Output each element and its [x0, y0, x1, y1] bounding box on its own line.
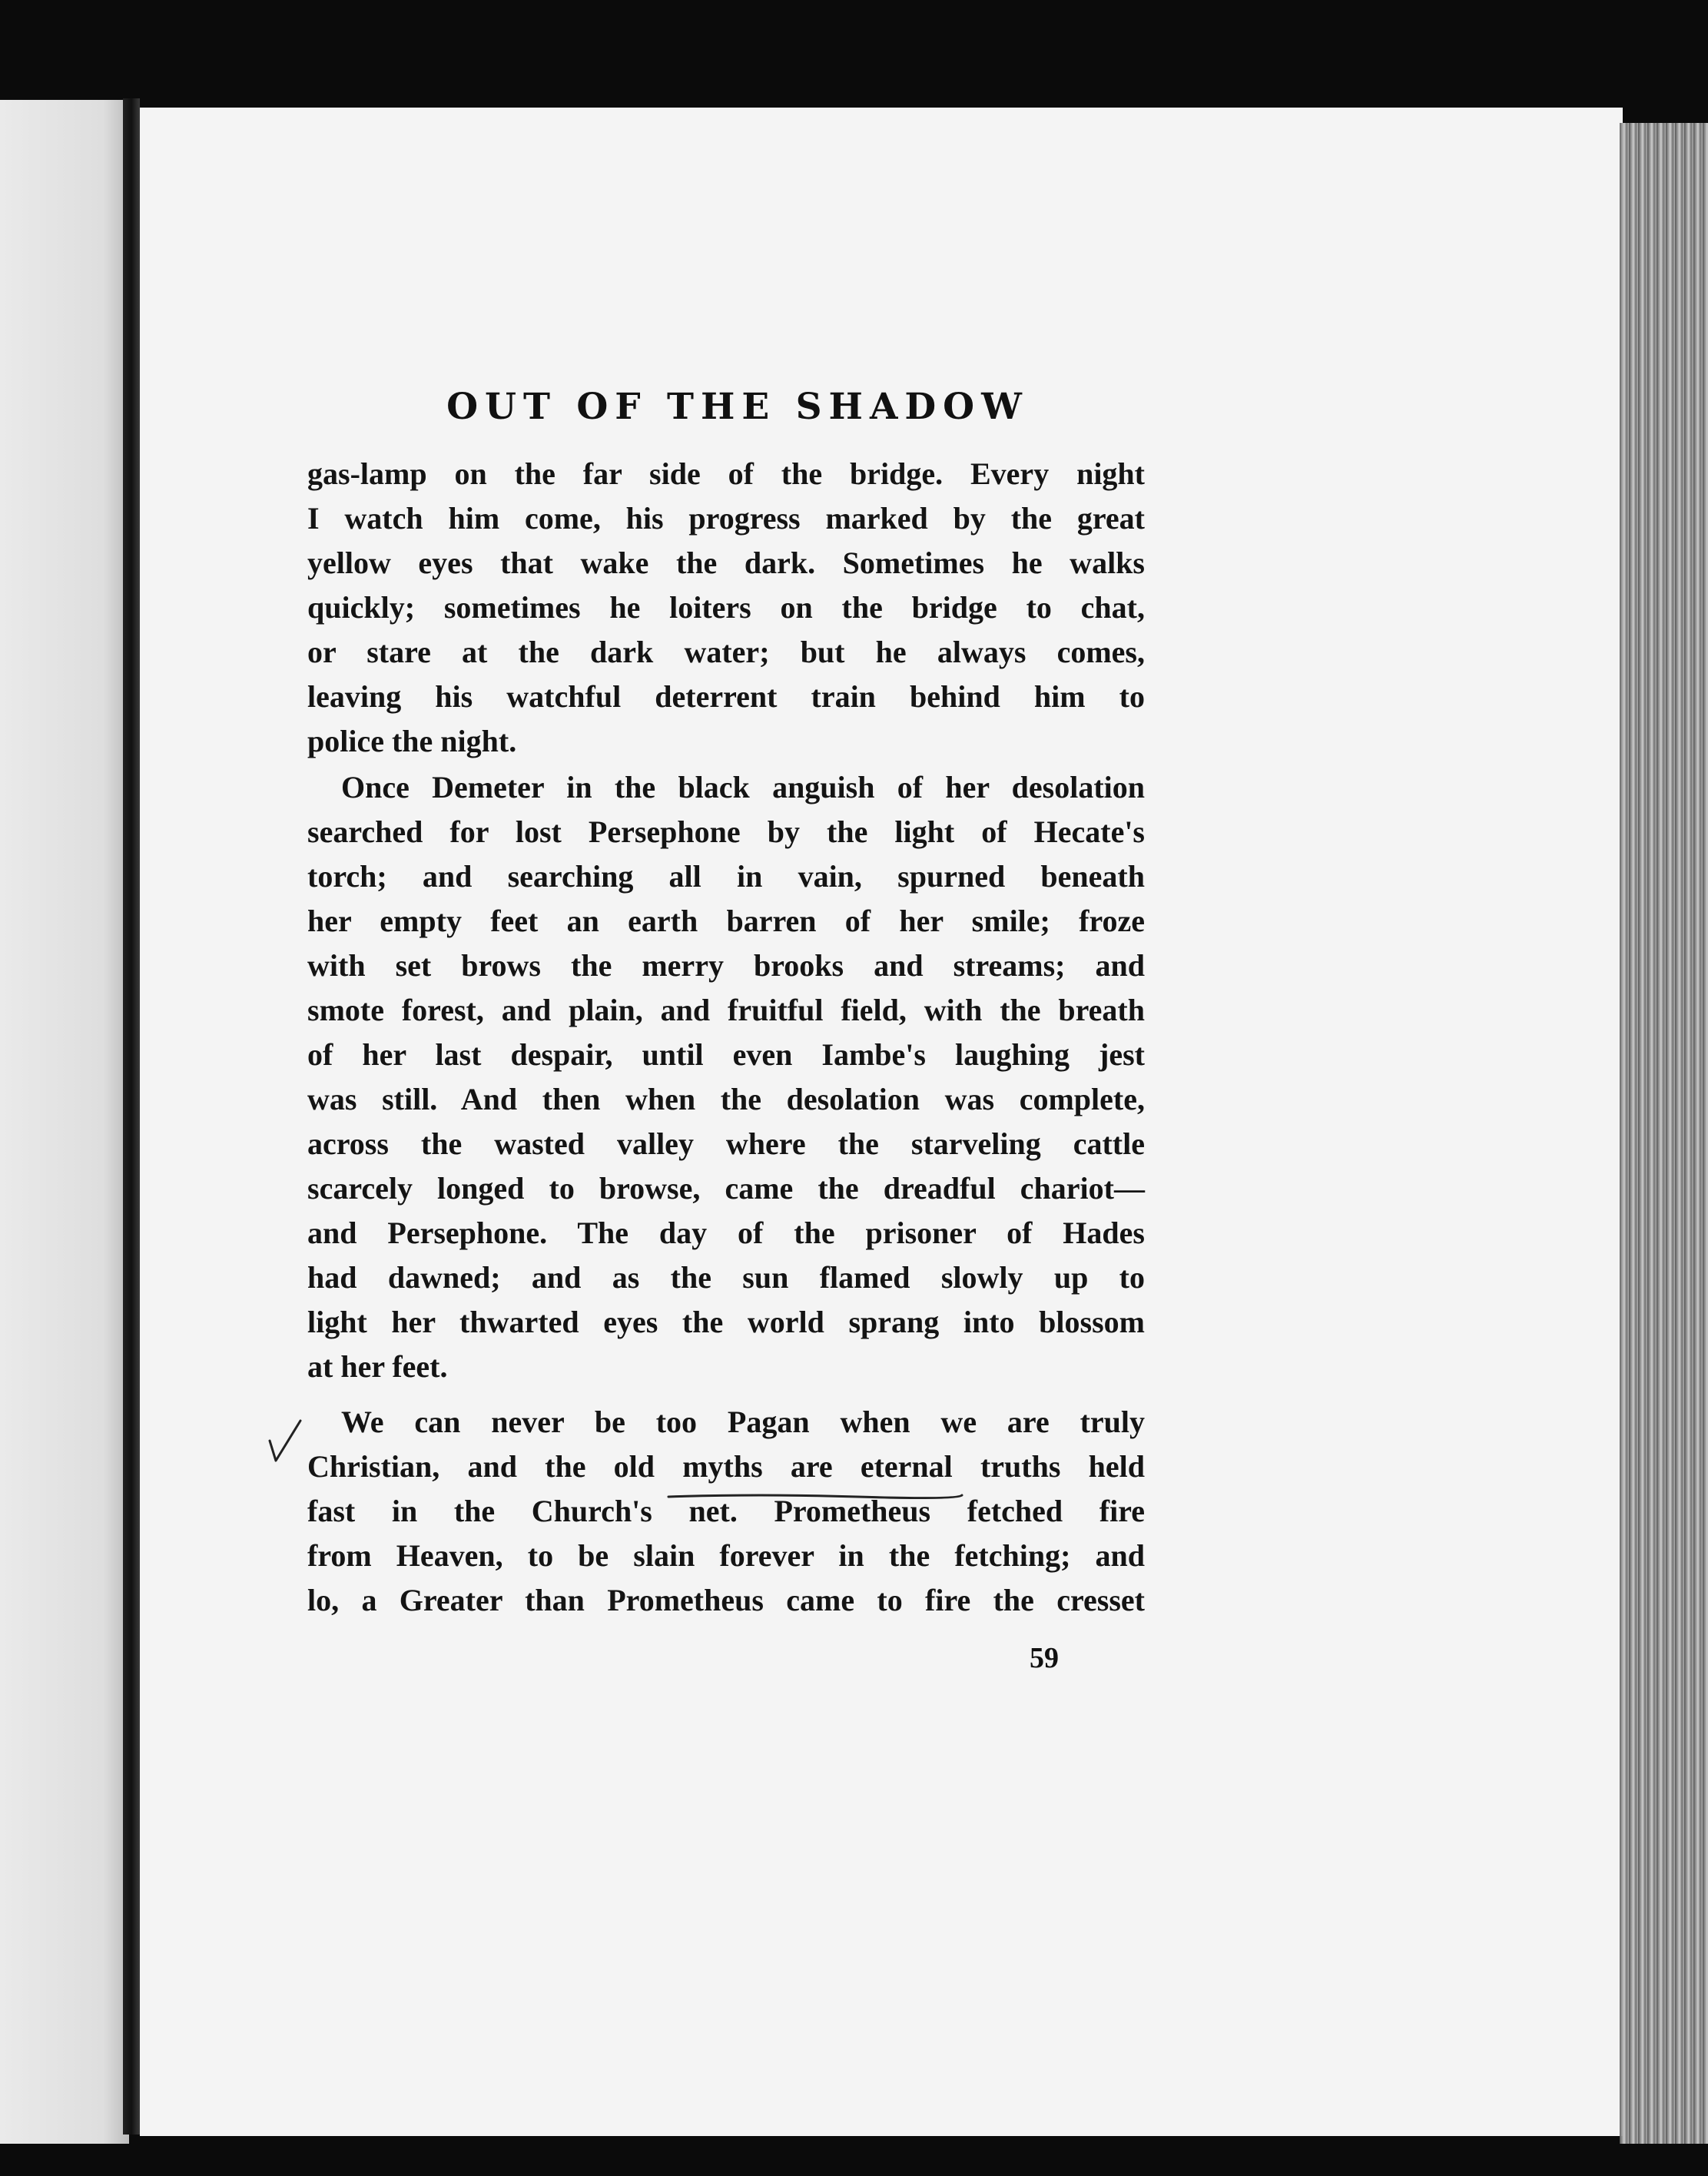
paragraph: [307, 452, 1145, 764]
text-line: lo, a Greater than Prometheus came to fire the cresset: [307, 1583, 1145, 1617]
text-line: light her thwarted eyes the world sprang into blossom: [307, 1305, 1145, 1339]
text-line: at her feet.: [307, 1349, 448, 1384]
text-line: with set brows the merry brooks and streams; and: [307, 948, 1145, 983]
text-line: Once Demeter in the black anguish of her desolation: [341, 770, 1145, 804]
text-line: and Persephone. The day of the prisoner of Hades: [307, 1216, 1145, 1250]
text-line: We can never be too Pagan when we are truly: [341, 1405, 1145, 1439]
page-number: 59: [1030, 1642, 1059, 1674]
text-line: leaving his watchful deterrent train behind him to: [307, 679, 1145, 714]
text-line: or stare at the dark water; but he always comes,: [307, 635, 1145, 669]
text-line: across the wasted valley where the starveling cattle: [307, 1126, 1145, 1161]
scan-bottom-border: [0, 2144, 1708, 2176]
text-line: police the night.: [307, 724, 517, 758]
text-line: from Heaven, to be slain forever in the fetching; and: [307, 1538, 1145, 1573]
text-line: gas-lamp on the far side of the bridge. Every night: [307, 456, 1145, 491]
text-line: fast in the Church's net. Prometheus fetched fire: [307, 1494, 1145, 1528]
paragraph: [307, 1400, 1145, 1623]
handwritten-check-mark: [265, 1418, 305, 1464]
text-line: yellow eyes that wake the dark. Sometimes he walks: [307, 546, 1145, 580]
text-line: scarcely longed to browse, came the dreadful chariot—: [307, 1171, 1145, 1206]
text-line: Christian, and the old myths are eternal truths held: [307, 1449, 1145, 1484]
text-line: smote forest, and plain, and fruitful field, with the breath: [307, 993, 1145, 1027]
handwritten-underline: [665, 1474, 965, 1506]
text-line: torch; and searching all in vain, spurned beneath: [307, 859, 1145, 894]
text-line: I watch him come, his progress marked by the great: [307, 501, 1145, 536]
running-head: OUT OF THE SHADOW: [446, 386, 1029, 428]
facing-page-edge: [0, 100, 129, 2144]
text-line: quickly; sometimes he loiters on the bridge to chat,: [307, 590, 1145, 625]
text-line: searched for lost Persephone by the light of Hecate's: [307, 814, 1145, 849]
book-gutter: [123, 98, 140, 2135]
text-line: had dawned; and as the sun flamed slowly up to: [307, 1260, 1145, 1295]
page-stack-edges: [1620, 123, 1708, 2151]
text-line: of her last despair, until even Iambe's laughing jest: [307, 1037, 1145, 1072]
paragraph: [307, 765, 1145, 1389]
text-line: was still. And then when the desolation was complete,: [307, 1082, 1145, 1116]
text-line: her empty feet an earth barren of her smile; froze: [307, 904, 1145, 938]
